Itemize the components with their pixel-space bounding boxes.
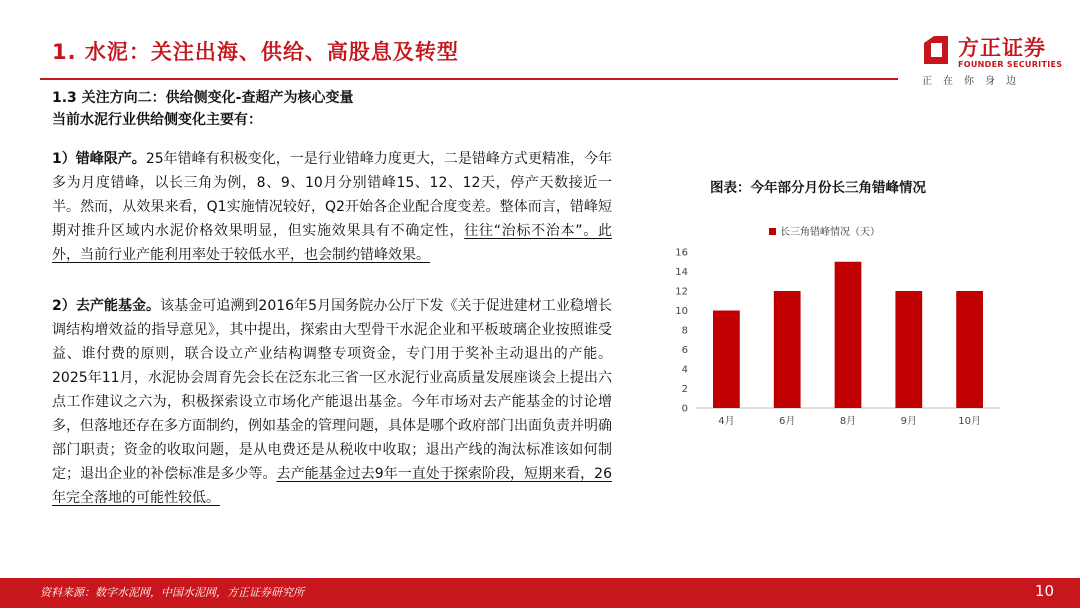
y-tick-label: 6 bbox=[681, 345, 688, 356]
y-tick-label: 10 bbox=[675, 306, 688, 317]
bar-0 bbox=[713, 311, 740, 409]
paragraph-body: 25年错峰有积极变化，一是行业错峰力度更大，二是错峰方式更精准，今年多为月度错峰，以长三角为例，8、9、10月分别错峰15、12、12天，停产天数接近一半。然而，从效果来看，Q1实施情况较好，Q2开始各企业配合度变差。整体而言，错峰短期对推升区域内水泥价格效果明显，但实施效果具有不确定性， bbox=[52, 151, 612, 239]
footer-source: 资料来源：数字水泥网，中国水泥网，方正证券研究所 bbox=[40, 586, 304, 599]
paragraph-peak-shifting bbox=[52, 147, 612, 267]
paragraph-capacity-fund bbox=[52, 294, 612, 510]
logo-tagline: 正在你身边 bbox=[922, 76, 1027, 87]
bar-3 bbox=[895, 291, 922, 408]
y-tick-label: 4 bbox=[681, 364, 688, 376]
x-tick-label: 4月 bbox=[718, 416, 735, 427]
y-tick-label: 16 bbox=[675, 247, 688, 259]
y-tick-label: 12 bbox=[675, 286, 688, 298]
page-number: 10 bbox=[1034, 582, 1054, 600]
legend-swatch bbox=[769, 228, 776, 235]
section-subtitle: 1.3 关注方向二：供给侧变化-查超产为核心变量 bbox=[52, 90, 354, 106]
x-tick-label: 6月 bbox=[779, 416, 796, 427]
bar-2 bbox=[835, 262, 862, 408]
title-divider bbox=[40, 78, 898, 80]
y-tick-label: 8 bbox=[681, 325, 688, 337]
paragraph-underlined: 往往“治标不治本”。此外，当前行业产能利用率处于较低水平，也会制约错峰效果。 bbox=[52, 223, 612, 263]
founder-logo-icon bbox=[920, 34, 952, 66]
paragraph-body: 该基金可追溯到2016年5月国务院办公厅下发《关于促进建材工业稳增长调结构增效益的指导意见》，其中提出，探索由大型骨干水泥企业和平板玻璃企业按照谁受益、谁付费的原则，联合设立产业结构调整专项资金，专门用于奖补主动退出的产能。2025年11月，水泥协会周育先会长在泛东北三省一区水泥行业高质量发展座谈会上提出六点工作建议之六为，积极探索设立市场化产能退出基金。今年市场对去产能基金的讨论增多，但落地还存在多方面制约，例如基金的管理问题，具体是哪个政府部门出面负责并明确部门职责；资金的收取问题，是从电费还是从税收中收取；退出产线的淘汰标准该如何制定；退出企业的补偿标准是多少等。 bbox=[52, 298, 612, 482]
bar-1 bbox=[774, 291, 801, 408]
company-logo bbox=[912, 30, 1062, 92]
paragraph-lead: 1）错峰限产。 bbox=[52, 151, 146, 167]
chart-caption: 图表：今年部分月份长三角错峰情况 bbox=[710, 180, 926, 196]
y-tick-label: 0 bbox=[681, 403, 688, 415]
y-tick-label: 14 bbox=[675, 267, 688, 278]
bar-4 bbox=[956, 291, 983, 408]
logo-english-name: FOUNDER SECURITIES bbox=[958, 60, 1063, 69]
logo-chinese-name: 方正证券 bbox=[958, 36, 1046, 60]
paragraph-underlined: 去产能基金过去9年一直处于探索阶段，短期来看，26年完全落地的可能性较低。 bbox=[52, 466, 612, 506]
peak-shifting-bar-chart bbox=[660, 215, 1020, 435]
y-tick-label: 2 bbox=[681, 384, 688, 395]
x-tick-label: 9月 bbox=[900, 416, 917, 427]
x-tick-label: 8月 bbox=[839, 416, 857, 427]
page-title: 1. 水泥：关注出海、供给、高股息及转型 bbox=[52, 40, 459, 64]
paragraph-lead: 2）去产能基金。 bbox=[52, 298, 161, 314]
x-tick-label: 10月 bbox=[958, 416, 981, 427]
legend-label: 长三角错峰情况（天） bbox=[780, 227, 880, 238]
section-intro: 当前水泥行业供给侧变化主要有： bbox=[52, 112, 262, 128]
